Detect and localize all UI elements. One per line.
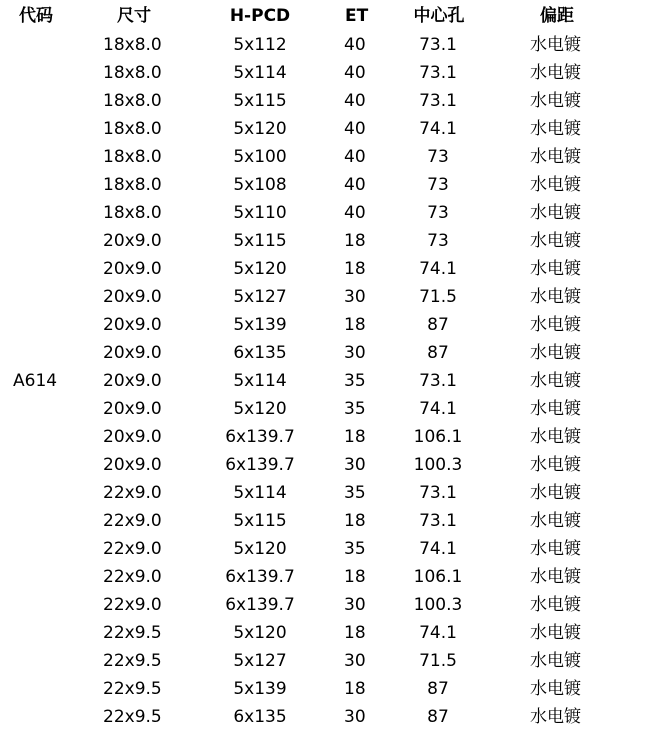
pcd-cell: 6x139.7 <box>225 455 295 475</box>
size-cell: 18x8.0 <box>103 63 162 83</box>
size-cell: 20x9.0 <box>103 427 162 447</box>
size-cell: 22x9.0 <box>103 595 162 615</box>
header-center-bore: 中心孔 <box>413 6 465 26</box>
finish-cell: 水电镀 <box>530 371 581 391</box>
finish-cell: 水电镀 <box>530 231 581 251</box>
table-row <box>0 115 661 143</box>
size-cell: 20x9.0 <box>103 343 162 363</box>
finish-cell: 水电镀 <box>530 203 581 223</box>
center-bore-cell: 87 <box>427 343 449 363</box>
center-bore-cell: 73.1 <box>419 63 457 83</box>
et-cell: 18 <box>344 511 366 531</box>
table-row <box>0 563 661 591</box>
et-cell: 18 <box>344 231 366 251</box>
header-finish: 偏距 <box>540 6 574 26</box>
et-cell: 35 <box>344 483 366 503</box>
pcd-cell: 5x139 <box>233 679 287 699</box>
center-bore-cell: 74.1 <box>419 259 457 279</box>
pcd-cell: 5x115 <box>233 91 287 111</box>
header-et: ET <box>345 6 369 26</box>
size-cell: 20x9.0 <box>103 455 162 475</box>
et-cell: 30 <box>344 707 366 727</box>
finish-cell: 水电镀 <box>530 91 581 111</box>
size-cell: 22x9.5 <box>103 651 162 671</box>
table-row <box>0 367 661 395</box>
finish-cell: 水电镀 <box>530 315 581 335</box>
finish-cell: 水电镀 <box>530 119 581 139</box>
size-cell: 18x8.0 <box>103 119 162 139</box>
finish-cell: 水电镀 <box>530 343 581 363</box>
table-row <box>0 283 661 311</box>
finish-cell: 水电镀 <box>530 623 581 643</box>
header-pcd: H-PCD <box>229 6 291 26</box>
pcd-cell: 5x120 <box>233 259 287 279</box>
finish-cell: 水电镀 <box>530 511 581 531</box>
table-row <box>0 647 661 675</box>
size-cell: 18x8.0 <box>103 147 162 167</box>
et-cell: 35 <box>344 399 366 419</box>
pcd-cell: 6x135 <box>233 343 287 363</box>
center-bore-cell: 71.5 <box>419 287 457 307</box>
et-cell: 30 <box>344 455 366 475</box>
size-cell: 22x9.5 <box>103 707 162 727</box>
size-cell: 20x9.0 <box>103 231 162 251</box>
pcd-cell: 5x100 <box>233 147 287 167</box>
center-bore-cell: 74.1 <box>419 623 457 643</box>
finish-cell: 水电镀 <box>530 399 581 419</box>
finish-cell: 水电镀 <box>530 651 581 671</box>
center-bore-cell: 73.1 <box>419 91 457 111</box>
et-cell: 40 <box>344 147 366 167</box>
pcd-cell: 5x120 <box>233 119 287 139</box>
et-cell: 30 <box>344 343 366 363</box>
table-row <box>0 171 661 199</box>
header-code: 代码 <box>19 6 53 26</box>
table-row <box>0 143 661 171</box>
table-row <box>0 451 661 479</box>
finish-cell: 水电镀 <box>530 707 581 727</box>
center-bore-cell: 73.1 <box>419 511 457 531</box>
finish-cell: 水电镀 <box>530 455 581 475</box>
center-bore-cell: 73 <box>427 231 449 251</box>
size-cell: 20x9.0 <box>103 259 162 279</box>
table-row <box>0 311 661 339</box>
table-header <box>0 2 661 30</box>
center-bore-cell: 73 <box>427 175 449 195</box>
table-row <box>0 31 661 59</box>
finish-cell: 水电镀 <box>530 259 581 279</box>
et-cell: 18 <box>344 315 366 335</box>
center-bore-cell: 87 <box>427 315 449 335</box>
finish-cell: 水电镀 <box>530 595 581 615</box>
table-row <box>0 507 661 535</box>
center-bore-cell: 100.3 <box>413 455 463 475</box>
et-cell: 40 <box>344 63 366 83</box>
et-cell: 30 <box>344 287 366 307</box>
pcd-cell: 5x112 <box>233 35 287 55</box>
et-cell: 18 <box>344 567 366 587</box>
pcd-cell: 6x139.7 <box>225 595 295 615</box>
size-cell: 22x9.0 <box>103 539 162 559</box>
finish-cell: 水电镀 <box>530 483 581 503</box>
center-bore-cell: 74.1 <box>419 399 457 419</box>
finish-cell: 水电镀 <box>530 539 581 559</box>
center-bore-cell: 87 <box>427 707 449 727</box>
size-cell: 22x9.0 <box>103 483 162 503</box>
et-cell: 18 <box>344 427 366 447</box>
pcd-cell: 5x115 <box>233 511 287 531</box>
center-bore-cell: 106.1 <box>413 567 463 587</box>
table-row <box>0 339 661 367</box>
et-cell: 18 <box>344 259 366 279</box>
size-cell: 20x9.0 <box>103 399 162 419</box>
center-bore-cell: 73.1 <box>419 483 457 503</box>
center-bore-cell: 71.5 <box>419 651 457 671</box>
table-row <box>0 619 661 647</box>
center-bore-cell: 73 <box>427 147 449 167</box>
pcd-cell: 6x139.7 <box>225 567 295 587</box>
pcd-cell: 5x110 <box>233 203 287 223</box>
finish-cell: 水电镀 <box>530 147 581 167</box>
pcd-cell: 5x120 <box>233 623 287 643</box>
center-bore-cell: 74.1 <box>419 119 457 139</box>
table-row <box>0 199 661 227</box>
et-cell: 35 <box>344 539 366 559</box>
finish-cell: 水电镀 <box>530 63 581 83</box>
pcd-cell: 5x127 <box>233 287 287 307</box>
table-row <box>0 87 661 115</box>
size-cell: 22x9.5 <box>103 679 162 699</box>
et-cell: 35 <box>344 371 366 391</box>
table-row <box>0 479 661 507</box>
size-cell: 20x9.0 <box>103 287 162 307</box>
size-cell: 18x8.0 <box>103 175 162 195</box>
et-cell: 30 <box>344 595 366 615</box>
table-row <box>0 227 661 255</box>
pcd-cell: 5x139 <box>233 315 287 335</box>
size-cell: 22x9.5 <box>103 623 162 643</box>
size-cell: 18x8.0 <box>103 203 162 223</box>
table-row <box>0 675 661 703</box>
finish-cell: 水电镀 <box>530 175 581 195</box>
finish-cell: 水电镀 <box>530 567 581 587</box>
pcd-cell: 5x115 <box>233 231 287 251</box>
finish-cell: 水电镀 <box>530 679 581 699</box>
finish-cell: 水电镀 <box>530 35 581 55</box>
size-cell: 18x8.0 <box>103 35 162 55</box>
center-bore-cell: 100.3 <box>413 595 463 615</box>
pcd-cell: 5x114 <box>233 483 287 503</box>
et-cell: 40 <box>344 119 366 139</box>
et-cell: 40 <box>344 91 366 111</box>
et-cell: 18 <box>344 679 366 699</box>
table-row <box>0 423 661 451</box>
et-cell: 40 <box>344 35 366 55</box>
et-cell: 18 <box>344 623 366 643</box>
group-code: A614 <box>13 371 58 391</box>
pcd-cell: 5x108 <box>233 175 287 195</box>
header-size: 尺寸 <box>117 6 151 26</box>
center-bore-cell: 74.1 <box>419 539 457 559</box>
size-cell: 22x9.0 <box>103 511 162 531</box>
table-row <box>0 395 661 423</box>
center-bore-cell: 87 <box>427 679 449 699</box>
pcd-cell: 6x135 <box>233 707 287 727</box>
table-row <box>0 255 661 283</box>
finish-cell: 水电镀 <box>530 427 581 447</box>
et-cell: 40 <box>344 203 366 223</box>
table-row <box>0 535 661 563</box>
pcd-cell: 5x127 <box>233 651 287 671</box>
table-row <box>0 591 661 619</box>
size-cell: 20x9.0 <box>103 371 162 391</box>
finish-cell: 水电镀 <box>530 287 581 307</box>
size-cell: 22x9.0 <box>103 567 162 587</box>
pcd-cell: 6x139.7 <box>225 427 295 447</box>
pcd-cell: 5x120 <box>233 399 287 419</box>
table-row <box>0 703 661 731</box>
center-bore-cell: 73.1 <box>419 35 457 55</box>
et-cell: 30 <box>344 651 366 671</box>
pcd-cell: 5x120 <box>233 539 287 559</box>
size-cell: 20x9.0 <box>103 315 162 335</box>
center-bore-cell: 106.1 <box>413 427 463 447</box>
pcd-cell: 5x114 <box>233 63 287 83</box>
center-bore-cell: 73 <box>427 203 449 223</box>
center-bore-cell: 73.1 <box>419 371 457 391</box>
size-cell: 18x8.0 <box>103 91 162 111</box>
table-row <box>0 59 661 87</box>
pcd-cell: 5x114 <box>233 371 287 391</box>
et-cell: 40 <box>344 175 366 195</box>
